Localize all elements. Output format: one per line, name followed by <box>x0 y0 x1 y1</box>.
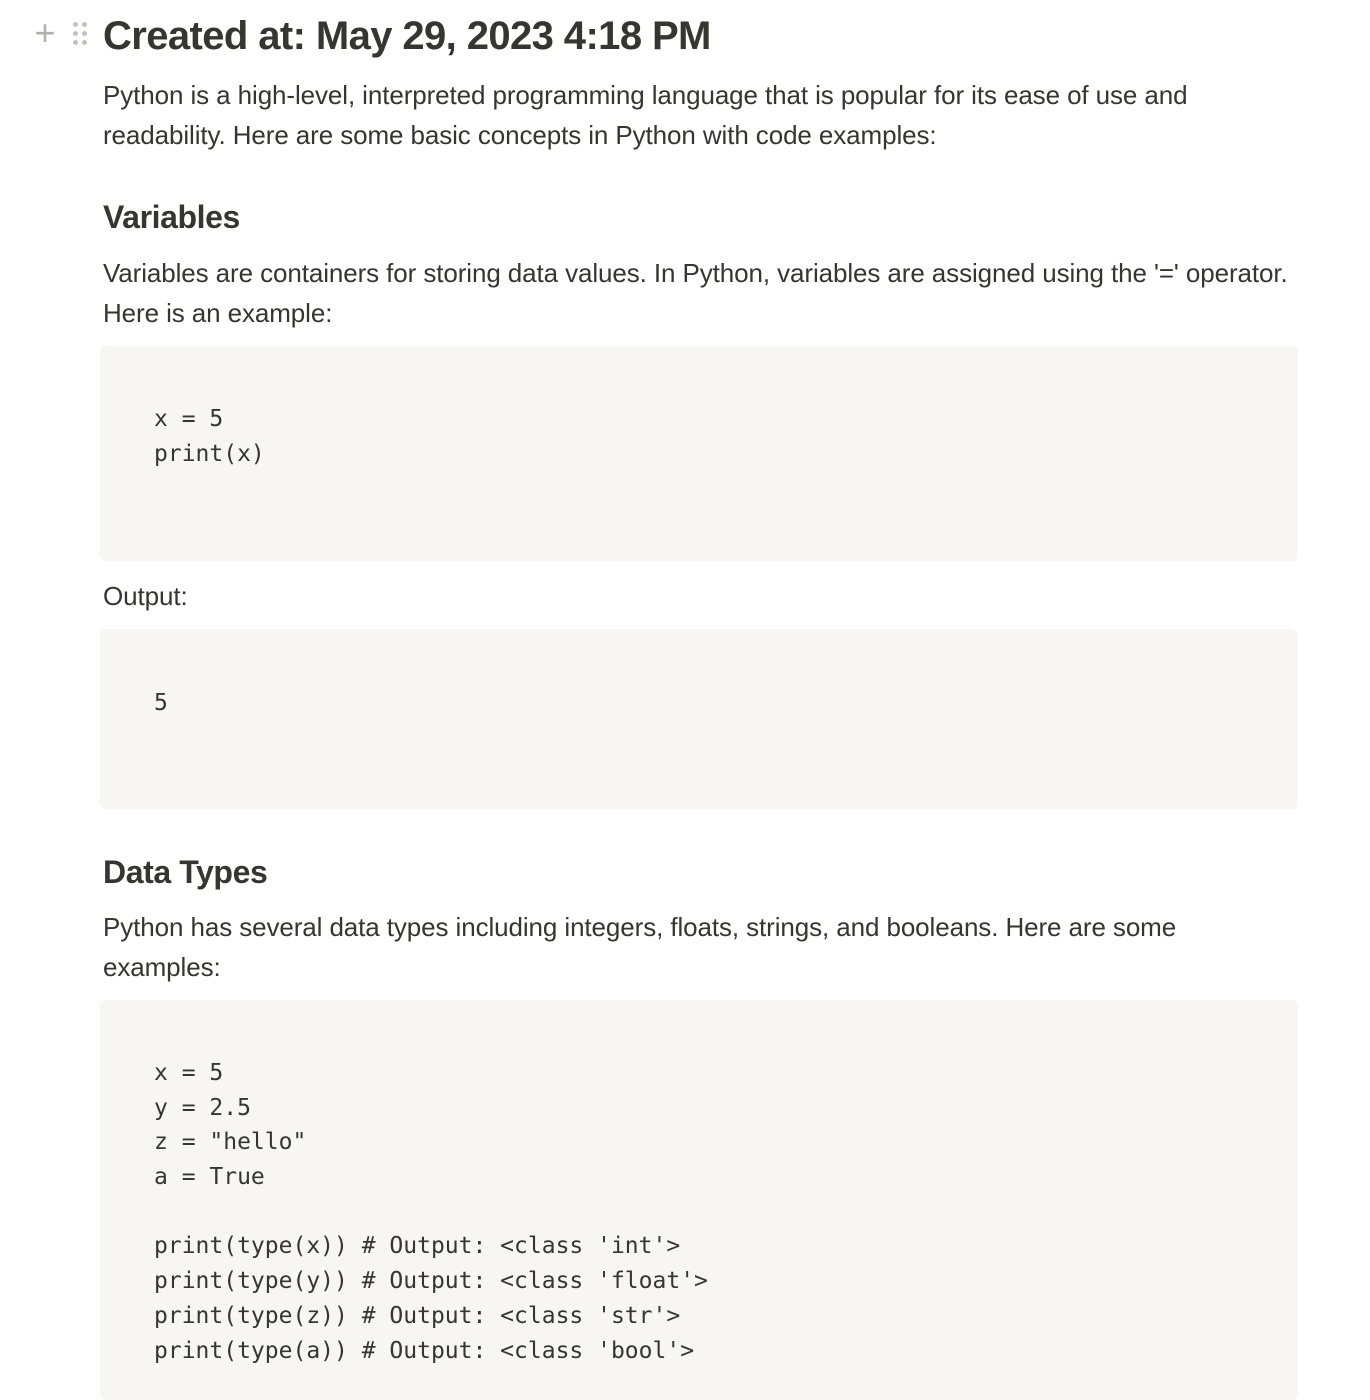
data-types-code-block[interactable] <box>100 1000 1298 1400</box>
code-line: print(type(a)) # Output: <class 'bool'> <box>154 1337 695 1364</box>
intro-paragraph[interactable]: Python is a high-level, interpreted programming language that is popular for its ease of use and readability. Here are some basic concepts in Python with code examples: <box>103 80 1188 150</box>
output-label[interactable]: Output: <box>103 581 188 611</box>
variables-heading[interactable]: Variables <box>103 199 240 235</box>
code-line: x = 5 <box>154 1060 224 1086</box>
code-line: print(type(z)) # Output: <class 'str'> <box>154 1302 681 1329</box>
output-code-block[interactable] <box>100 629 1298 809</box>
data-types-description[interactable]: Python has several data types including integers, floats, strings, and booleans. Here are some examples: <box>103 912 1177 982</box>
code-line: print(type(y)) # Output: <class 'float'> <box>154 1268 708 1295</box>
page-title[interactable]: Created at: May 29, 2023 4:18 PM <box>103 14 711 58</box>
code-line: z = "hello" <box>154 1129 307 1156</box>
code-line <box>154 1195 1298 1230</box>
code-line: y = 2.5 <box>154 1094 251 1121</box>
add-block-icon[interactable]: + <box>34 12 56 53</box>
code-line: print(type(x)) # Output: <class 'int'> <box>154 1233 681 1260</box>
code-line: print(x) <box>154 440 265 467</box>
variables-description[interactable]: Variables are containers for storing data values. In Python, variables are assigned using the '=' operator. Here is an example: <box>103 258 1288 328</box>
drag-handle-icon[interactable] <box>70 19 92 49</box>
variables-code-block[interactable] <box>100 346 1298 561</box>
code-line: 5 <box>154 690 168 716</box>
data-types-heading[interactable]: Data Types <box>103 854 268 890</box>
code-line: x = 5 <box>154 406 224 432</box>
code-line: a = True <box>154 1164 265 1191</box>
